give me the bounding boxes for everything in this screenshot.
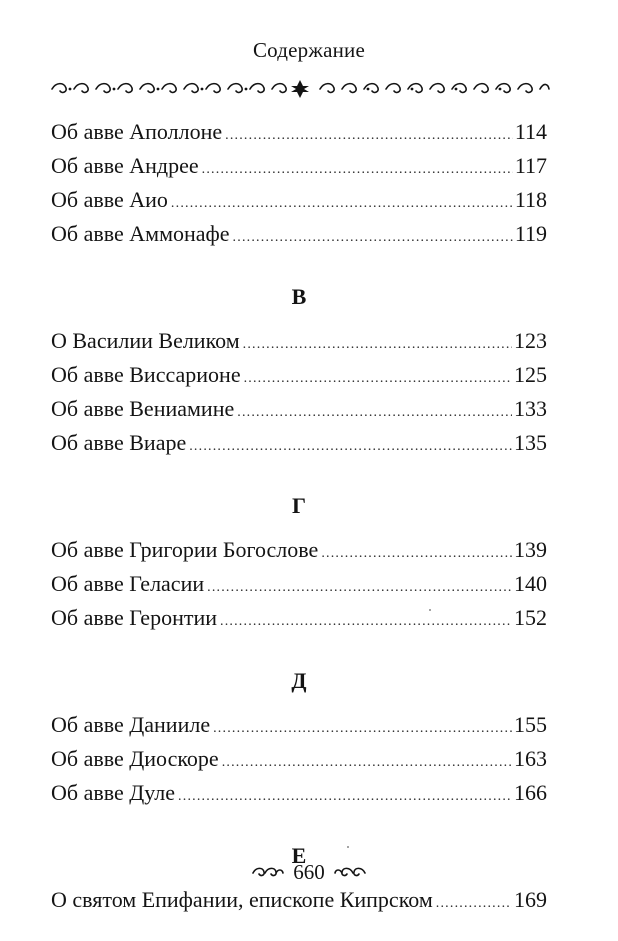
toc-entry-title: Об авве Дуле	[51, 780, 176, 805]
scroll-flourish-icon	[333, 865, 367, 881]
dot-leader	[178, 789, 512, 805]
toc-entry-title: Об авве Аммонафе	[51, 221, 230, 246]
dot-leader	[222, 755, 512, 771]
toc-entry	[51, 396, 547, 430]
running-head: Содержание	[252, 38, 366, 62]
toc-entry	[51, 605, 547, 639]
toc-entry-title: Об авве Данииле	[51, 712, 211, 737]
toc-entry-page-number: 117	[514, 153, 547, 178]
dot-leader	[225, 128, 513, 144]
toc-entry-page-number: 119	[514, 221, 547, 246]
ornamental-divider-icon	[48, 78, 552, 100]
toc-entry	[51, 571, 547, 605]
toc-entry	[51, 328, 547, 362]
toc-entry-page-number: 125	[514, 362, 547, 387]
toc-entry	[51, 780, 547, 814]
toc-entry-title: Об авве Геронтии	[51, 605, 217, 630]
toc-entry-page-number: 139	[514, 537, 547, 562]
dot-leader	[207, 580, 512, 596]
toc-entry-page-number: 118	[514, 187, 547, 212]
toc-entry-title: Об авве Геласии	[51, 571, 205, 596]
toc-entry	[51, 362, 547, 396]
toc-entry	[51, 537, 547, 571]
page-number: 660	[293, 860, 325, 884]
toc-entry-title: О святом Епифании, епископе Кипрском	[51, 887, 433, 912]
toc-entry	[51, 221, 547, 255]
section-letter-heading: В	[291, 284, 307, 309]
toc-entry	[51, 430, 547, 464]
toc-entry-page-number: 135	[514, 430, 547, 455]
toc-entry-title: Об авве Андрее	[51, 153, 199, 178]
dot-leader	[220, 614, 512, 630]
dot-leader	[213, 721, 512, 737]
toc-entry-title: Об авве Аполлоне	[51, 119, 223, 144]
toc-entry-title: Об авве Диоскоре	[51, 746, 219, 771]
toc-entry-page-number: 155	[514, 712, 547, 737]
dot-leader	[321, 546, 512, 562]
toc-entry-page-number: 169	[514, 887, 547, 912]
section-letter-heading: Е	[291, 843, 307, 868]
toc-entry-page-number: 133	[514, 396, 547, 421]
toc-entry-title: Об авве Виссарионе	[51, 362, 241, 387]
toc-entry	[51, 187, 547, 221]
toc-entry-title: Об авве Вениамине	[51, 396, 235, 421]
dot-leader	[233, 230, 513, 246]
dot-leader	[244, 371, 512, 387]
dot-leader	[171, 196, 513, 212]
section-letter-heading: Г	[292, 493, 306, 518]
dot-leader	[436, 896, 512, 912]
toc-entry	[51, 746, 547, 780]
toc-entry	[51, 153, 547, 187]
toc-entry-page-number: 123	[514, 328, 547, 353]
toc-entry-title: О Василии Великом	[51, 328, 240, 353]
toc-entry	[51, 119, 547, 153]
toc-entry-page-number: 163	[514, 746, 547, 771]
toc-entry-page-number: 152	[514, 605, 547, 630]
dot-leader	[202, 162, 513, 178]
toc-entry-page-number: 140	[514, 571, 547, 596]
toc-entry-page-number: 114	[514, 119, 547, 144]
toc-entry-title: Об авве Аио	[51, 187, 168, 212]
toc-entry	[51, 887, 547, 921]
print-speck	[347, 846, 349, 848]
dot-leader	[237, 405, 512, 421]
toc-entry-title: Об авве Григории Богослове	[51, 537, 319, 562]
toc-entry	[51, 712, 547, 746]
page-footer	[0, 860, 618, 885]
print-speck	[429, 609, 431, 611]
dot-leader	[189, 439, 512, 455]
toc-entry-title: Об авве Виаре	[51, 430, 187, 455]
table-of-contents	[51, 119, 547, 921]
dot-leader	[243, 337, 512, 353]
section-letter-heading: Д	[291, 668, 307, 693]
toc-entry-page-number: 166	[514, 780, 547, 805]
scroll-flourish-icon	[251, 865, 285, 881]
